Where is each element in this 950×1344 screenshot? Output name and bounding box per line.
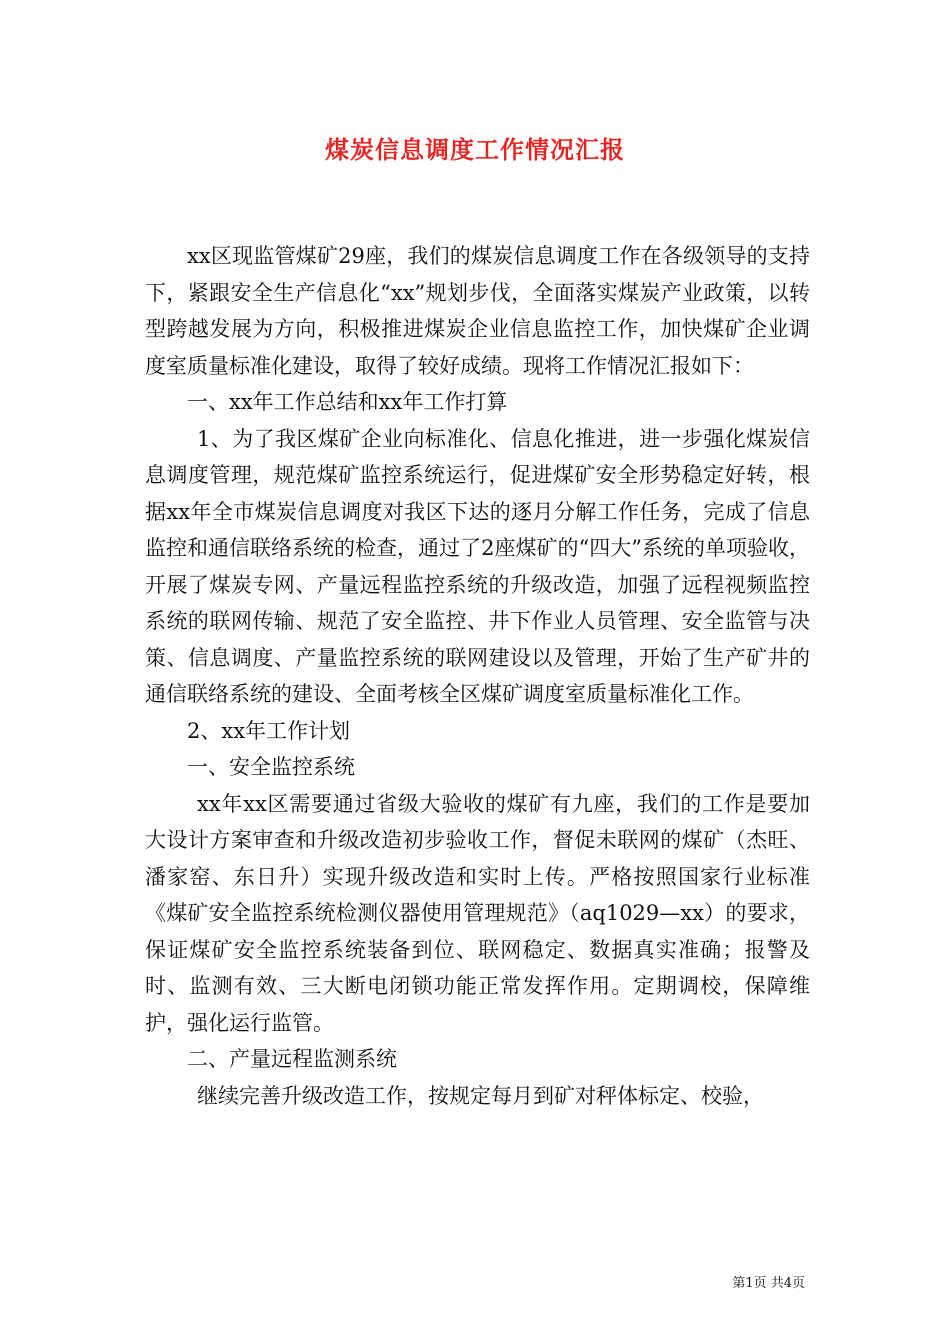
subsection-heading-safety-monitoring: 一、安全监控系统 bbox=[187, 755, 355, 779]
output-monitoring-paragraph: 继续完善升级改造工作，按规定每月到矿对秤体标定、校验， bbox=[197, 1083, 764, 1108]
intro-paragraph: xx区现监管煤矿29座，我们的煤炭信息调度工作在各级领导的支持下，紧跟安全生产信息化“xx”规划步伐，全面落实煤炭产业政策，以转型跨越发展为方向，积极推进煤炭企业信息监控工作，加快煤矿企业调度室质量标准化建设，取得了较好成绩。现将工作情况汇报如下： bbox=[145, 244, 810, 378]
summary-paragraph: 1、为了我区煤矿企业向标准化、信息化推进，进一步强化煤炭信息调度管理，规范煤矿监控系统运行，促进煤矿安全形势稳定好转，根据xx年全市煤炭信息调度对我区下达的逐月分解工作任务，完成了信息监控和通信联络系统的检查，通过了2座煤矿的“四大”系统的单项验收，开展了煤炭专网、产量远程监控系统的升级改造，加强了远程视频监控系统的联网传输、规范了安全监控、井下作业人员管理、安全监管与决策、信息调度、产量监控系统的联网建设以及管理，开始了生产矿井的通信联络系统的建设、全面考核全区煤矿调度室质量标准化工作。 bbox=[145, 426, 810, 706]
page-number-footer: 第1页 共4页 bbox=[732, 1276, 805, 1291]
subsection-heading-output-monitoring: 二、产量远程监测系统 bbox=[187, 1047, 397, 1071]
section-heading-summary: 一、xx年工作总结和xx年工作打算 bbox=[187, 390, 508, 414]
document-body bbox=[145, 238, 810, 1114]
section-heading-plan: 2、xx年工作计划 bbox=[187, 718, 351, 743]
safety-monitoring-paragraph: xx年xx区需要通过省级大验收的煤矿有九座，我们的工作是要加大设计方案审查和升级改造初步验收工作，督促未联网的煤矿（杰旺、潘家窑、东日升）实现升级改造和实时上传。严格按照国家行业标准《煤矿安全监控系统检测仪器使用管理规范》（aq1029—xx）的要求，保证煤矿安全监控系统装备到位、联网稳定、数据真实准确；报警及时、监测有效、三大断电闭锁功能正常发挥作用。定期调校，保障维护，强化运行监管。 bbox=[145, 791, 810, 1035]
document-title: 煤炭信息调度工作情况汇报 bbox=[325, 135, 625, 164]
